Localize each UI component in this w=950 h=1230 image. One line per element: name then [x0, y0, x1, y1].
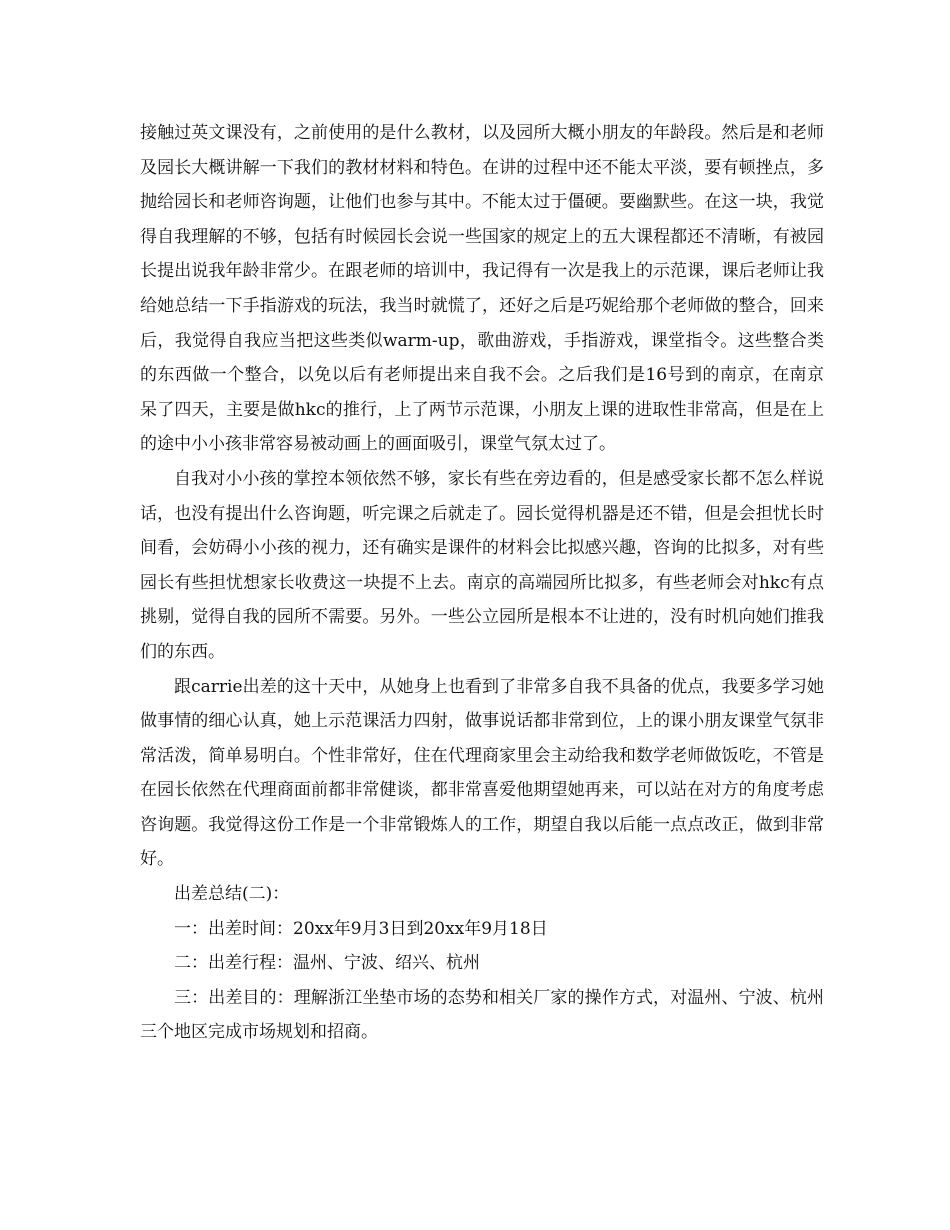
paragraph-1: 接触过英文课没有，之前使用的是什么教材，以及园所大概小朋友的年龄段。然后是和老师及园长大概讲解一下我们的教材材料和特色。在讲的过程中还不能太平淡，要有顿挫点，多抛给园长和老师咨询题，让他们也参与其中。不能太过于僵硬。要幽默些。在这一块，我觉得自我理解的不够，包括有时候园长会说一些国家的规定上的五大课程都还不清晰，有被园长提出说我年龄非常少。在跟老师的培训中，我记得有一次是我上的示范课，课后老师让我给她总结一下手指游戏的玩法，我当时就慌了，还好之后是巧妮给那个老师做的整合，回来后，我觉得自我应当把这些类似warm-up，歌曲游戏，手指游戏，课堂指令。这些整合类的东西做一个整合，以免以后有老师提出来自我不会。之后我们是16号到的南京，在南京呆了四天，主要是做hkc的推行，上了两节示范课，小朋友上课的进取性非常高，但是在上的途中小小孩非常容易被动画上的画面吸引，课堂气氛太过了。 [140, 123, 824, 455]
section-heading: 出差总结(二)： [174, 884, 290, 905]
paragraph-2: 自我对小小孩的掌控本领依然不够，家长有些在旁边看的，但是感受家长都不怎么样说话，也没有提出什么咨询题，听完课之后就走了。园长觉得机器是还不错，但是会担忧长时间看，会妨碍小小孩的视力，还有确实是课件的材料会比拟感兴趣，咨询的比拟多，对有些园长有些担忧想家长收费这一块提不上去。南京的高端园所比拟多，有些老师会对hkc有点挑剔，觉得自我的园所不需要。另外。一些公立园所是根本不让进的，没有时机向她们推我们的东西。 [140, 468, 824, 662]
trip-time: 一：出差时间：20xx年9月3日到20xx年9月18日 [174, 918, 548, 939]
paragraph-3: 跟carrie出差的这十天中，从她身上也看到了非常多自我不具备的优点，我要多学习她做事情的细心认真，她上示范课活力四射，做事说话都非常到位，上的课小朋友课堂气氛非常活泼，简单易明白。个性非常好，住在代理商家里会主动给我和数学老师做饭吃，不管是在园长依然在代理商面前都非常健谈，都非常喜爱他期望她再来，可以站在对方的角度考虑咨询题。我觉得这份工作是一个非常锻炼人的工作，期望自我以后能一点点改正，做到非常好。 [140, 676, 824, 870]
document-body [140, 116, 824, 1050]
trip-itinerary: 二：出差行程：温州、宁波、绍兴、杭州 [174, 953, 480, 974]
trip-purpose: 三：出差目的：理解浙江坐垫市场的态势和相关厂家的操作方式，对温州、宁波、杭州三个地区完成市场规划和招商。 [140, 987, 824, 1043]
